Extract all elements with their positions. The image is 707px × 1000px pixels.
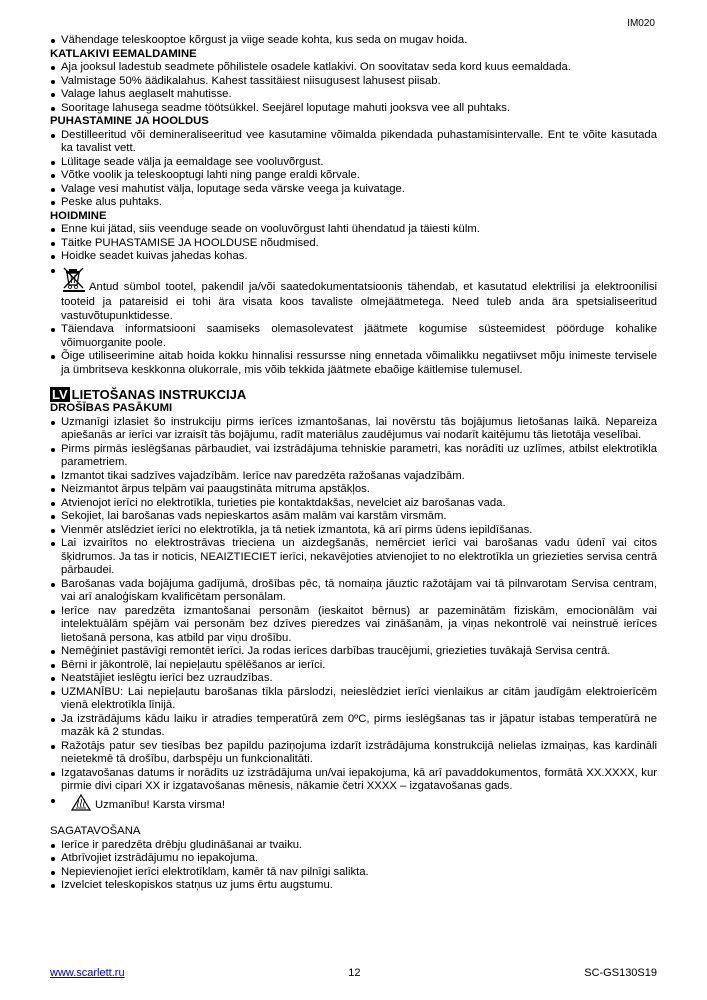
list-item: Sooritage lahusega seadme töötsükkel. Seejärel loputage mahuti jooksva vee all puhtaks.: [50, 102, 657, 116]
list-item: Valage vesi mahutist välja, loputage seda värske veega ja kuivatage.: [50, 183, 657, 197]
list-item: Neatstājiet ieslēgtu ierīci bez uzraudzības.: [50, 672, 657, 686]
model-code: SC-GS130S19: [584, 967, 657, 979]
et-top-list: [50, 34, 657, 48]
lv-heading: [50, 387, 657, 402]
list-item: Õige utiliseerimine aitab hoida kokku hinnalisi ressursse ning ennetada võimalikku negatiivset mõju inimeste tervisele ja ümbritseva keskkonna olukorrale, mis võib tekkida jäätmete ebaõige käitlemise tulemusel.: [50, 350, 657, 377]
list-item: Atvienojot ierīci no elektrotīkla, turieties pie kontaktdakšas, nevelciet aiz barošanas vada.: [50, 497, 657, 511]
list-item: Ja izstrādājums kādu laiku ir atradies temperatūrā zem 0ºC, pirms ieslēgšanas tas ir jāpatur istabas temperatūrā ne mazāk kā 2 stundas.: [50, 713, 657, 740]
list-item: Nepievienojiet ierīci elektrotīklam, kamēr tā nav pilnīgi salikta.: [50, 866, 657, 880]
list-item: Võtke voolik ja teleskooptugi lahti ning pange eraldi kõrvale.: [50, 169, 657, 183]
page-content: [50, 34, 657, 893]
list-item: Ierīce ir paredzēta drēbju gludināšanai ar tvaiku.: [50, 839, 657, 853]
weee-bin-icon: [61, 266, 87, 297]
weee-list-item: [50, 264, 657, 324]
lv-heading-text: LIETOŠANAS INSTRUKCIJA: [71, 387, 247, 402]
list-item: Atbrīvojiet izstrādājumu no iepakojuma.: [50, 852, 657, 866]
list-item: Vienmēr atslēdziet ierīci no elektrotīkla, ja tā netiek izmantota, kā arī pirms ūdens iepildīšanas.: [50, 524, 657, 538]
list-item: Lülitage seade välja ja eemaldage see vooluvõrgust.: [50, 156, 657, 170]
hot-surface-text: Uzmanību! Karsta virsma!: [95, 798, 225, 811]
list-item: Valage lahus aeglaselt mahutisse.: [50, 88, 657, 102]
list-item: Pirms pirmās ieslēgšanas pārbaudiet, vai izstrādājuma tehniskie parametri, kas norādīti uz uzlīmes, atbilst elektrotīkla parametriem.: [50, 443, 657, 470]
list-item: Aja jooksul ladestub seadmete põhilistele osadele katlakivi. On soovitatav seda kord kuus eemaldada.: [50, 61, 657, 75]
list-item: Hoidke seadet kuivas jahedas kohas.: [50, 250, 657, 264]
document-code: IM020: [627, 18, 655, 29]
section-title-descale: KATLAKIVI EEMALDAMINE: [50, 47, 197, 60]
hot-surface-warning-icon: [71, 794, 91, 816]
safety-list: [50, 416, 657, 816]
list-item: Lai izvairītos no elektrostrāvas trieciena un aizdegšanās, nemērciet ierīci vai barošanas vadu ūdenī vai citos šķidrumos. Ja tas ir noticis, NEAIZTIECIET ierīci, nekavējoties atvienojiet to no elektrotīkla un griezieties servisa centrā pārbaudei.: [50, 537, 657, 578]
section-title-storage: HOIDMINE: [50, 209, 107, 222]
list-item: Izmantot tikai sadzīves vajadzībām. Ierīce nav paredzēta ražošanas vajadzībām.: [50, 470, 657, 484]
list-item: Vähendage teleskooptoe kõrgust ja viige seade kohta, kus seda on mugav hoida.: [50, 34, 657, 48]
list-item: Uzmanīgi izlasiet šo instrukciju pirms ierīces izmantošanas, lai novērstu tās bojājumus lietošanas laikā. Nepareiza apiešanās ar ierīci var izraisīt tās bojājumu, radīt materiālus zaudējumus vai nodarīt kaitējumu tās lietotāja veselībai.: [50, 416, 657, 443]
list-item: Enne kui jätad, siis veenduge seade on vooluvõrgust lahti ühendatud ja täiesti külm.: [50, 223, 657, 237]
list-item: Ierīce nav paredzēta izmantošanai personām (ieskaitot bērnus) ar pazeminātām fiziskām, emocionālām vai intelektuālām spējām vai personām bez dzīves pieredzes vai zināšanām, ja viņas nekontrolē vai neinstruē ierīces lietošanā persona, kas atbild par viņu drošību.: [50, 605, 657, 646]
list-item: Destilleeritud või demineraliseeritud vee kasutamine võimalda pikendada puhastamisintervalle. Ent te võite kasutada ka tavalist vett.: [50, 129, 657, 156]
list-item: UZMANĪBU: Lai nepieļautu barošanas tīkla pārslodzi, neieslēdziet ierīci vienlaikus ar citām jaudīgām elektroierīcēm vienā elektrotīkla līnijā.: [50, 686, 657, 713]
list-item: Bērni ir jākontrolē, lai nepieļautu spēlēšanos ar ierīci.: [50, 659, 657, 673]
hot-surface-list-item: [50, 794, 657, 816]
list-item: Nemēģiniet pastāvīgi remontēt ierīci. Ja rodas ierīces darbības traucējumi, griezieties tuvākajā Servisa centrā.: [50, 645, 657, 659]
section-title-cleaning: PUHASTAMINE JA HOOLDUS: [50, 115, 209, 127]
list-item: Izgatavošanas datums ir norādīts uz izstrādājuma un/vai iepakojuma, kā arī pavaddokumentos, formātā XX.XXXX, kur pirmie divi cipari XX ir izgatavošanas mēnesis, nākamie četri XXXX – izgatavošanas gads.: [50, 767, 657, 794]
list-item: Täiendava informatsiooni saamiseks olemasolevatest jäätmete kogumise süsteemidest pöörduge kohalike võimuorganite poole.: [50, 323, 657, 350]
storage-list: [50, 223, 657, 377]
section-title-preparation: SAGATAVOŠANA: [50, 825, 141, 837]
list-item: Neizmantot ārpus telpām vai paaugstināta mitruma apstākļos.: [50, 483, 657, 497]
list-item: Ražotājs patur sev tiesības bez papildu paziņojuma izdarīt izstrādājuma konstrukcijā nelielas izmaiņas, kas kardināli neietekmē tā drošību, darbspēju un funkcionalitāti.: [50, 740, 657, 767]
website-link[interactable]: www.scarlett.ru: [50, 967, 125, 979]
preparation-list: [50, 839, 657, 893]
language-badge: LV: [52, 387, 68, 402]
list-item: Sekojiet, lai barošanas vads nepieskartos asām malām vai karstām virsmām.: [50, 510, 657, 524]
page-number: 12: [348, 967, 361, 979]
weee-text: Antud sümbol tootel, pakendil ja/või saatedokumentatsioonis tähendab, et kasutatud elektrilisi ja elektroonilisi tooteid ja patareisid ei tohi ära visata koos tavaliste olmejäätmetega. Need tuleb anda ära spetsialiseeritud vastuvõtupunktidesse.: [61, 280, 657, 322]
cleaning-list: [50, 129, 657, 210]
list-item: Valmistage 50% äädikalahus. Kahest tassitäiest niisugusest lahusest piisab.: [50, 75, 657, 89]
list-item: Peske alus puhtaks.: [50, 196, 657, 210]
section-title-safety: DROŠĪBAS PASĀKUMI: [50, 402, 173, 414]
list-item: Barošanas vada bojājuma gadījumā, drošības pēc, tā nomaiņa jāuztic ražotājam vai tā pilnvarotam Servisa centram, vai arī analoģiskam kvalificētam personālam.: [50, 578, 657, 605]
list-item: Izvelciet teleskopiskos statņus uz jums ērtu augstumu.: [50, 879, 657, 893]
descale-list: [50, 61, 657, 115]
list-item: Täitke PUHASTAMISE JA HOOLDUSE nõudmised.: [50, 237, 657, 251]
page-footer: [50, 967, 657, 979]
